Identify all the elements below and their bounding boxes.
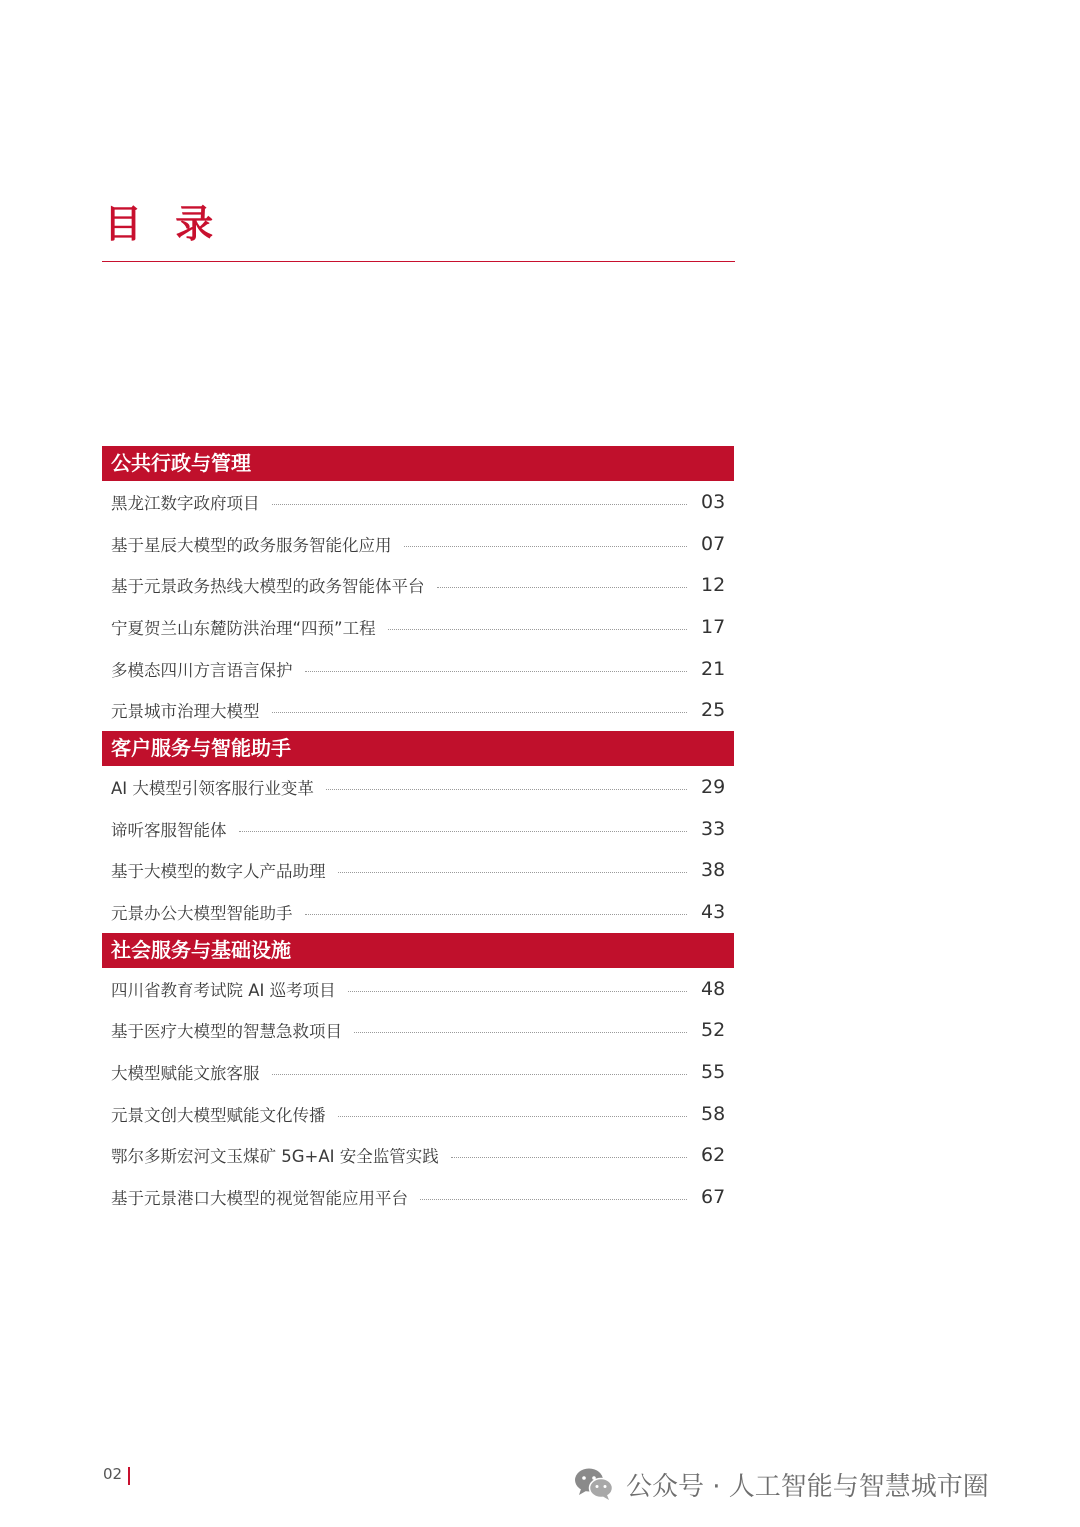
toc-entry[interactable] bbox=[102, 481, 734, 523]
toc-entry[interactable] bbox=[102, 1051, 734, 1093]
entry-title: 宁夏贺兰山东麓防洪治理“四预”工程 bbox=[111, 618, 376, 638]
title-divider bbox=[102, 261, 735, 262]
entry-title: 基于大模型的数字人产品助理 bbox=[111, 862, 326, 882]
toc-entry[interactable] bbox=[102, 850, 734, 892]
entry-title: 四川省教育考试院 AI 巡考项目 bbox=[111, 980, 336, 1000]
entry-page-number: 03 bbox=[701, 490, 726, 513]
toc-entry[interactable] bbox=[102, 808, 734, 850]
entry-page-number: 62 bbox=[701, 1144, 726, 1167]
toc-entry[interactable] bbox=[102, 564, 734, 606]
entry-page-number: 52 bbox=[701, 1019, 726, 1042]
entry-title: 鄂尔多斯宏河文玉煤矿 5G+AI 安全监管实践 bbox=[111, 1147, 439, 1167]
entry-page-number: 55 bbox=[701, 1061, 726, 1084]
entry-page-number: 48 bbox=[701, 977, 726, 1000]
entry-title: 基于元景港口大模型的视觉智能应用平台 bbox=[111, 1189, 408, 1209]
entry-page-number: 29 bbox=[701, 775, 726, 798]
toc-entry[interactable] bbox=[102, 1093, 734, 1135]
toc-entry[interactable] bbox=[102, 968, 734, 1010]
dot-leader bbox=[338, 1115, 688, 1117]
entry-title: 黑龙江数字政府项目 bbox=[111, 493, 260, 513]
toc-entry[interactable] bbox=[102, 1010, 734, 1052]
entry-page-number: 33 bbox=[701, 817, 726, 840]
section-heading: 客户服务与智能助手 bbox=[102, 731, 734, 766]
dot-leader bbox=[437, 586, 688, 588]
section-heading: 公共行政与管理 bbox=[102, 446, 734, 481]
entry-page-number: 17 bbox=[701, 615, 726, 638]
dot-leader bbox=[420, 1198, 687, 1200]
entry-page-number: 58 bbox=[701, 1102, 726, 1125]
toc-entry[interactable] bbox=[102, 766, 734, 808]
entry-title: AI 大模型引领客服行业变革 bbox=[111, 778, 314, 798]
entry-title: 大模型赋能文旅客服 bbox=[111, 1064, 260, 1084]
entry-title: 基于元景政务热线大模型的政务智能体平台 bbox=[111, 577, 425, 597]
dot-leader bbox=[272, 711, 688, 713]
section-heading: 社会服务与基础设施 bbox=[102, 933, 734, 968]
page-number-marker bbox=[128, 1467, 130, 1485]
entry-page-number: 38 bbox=[701, 859, 726, 882]
entry-page-number: 43 bbox=[701, 901, 726, 924]
table-of-contents bbox=[102, 446, 734, 1218]
dot-leader bbox=[388, 628, 687, 630]
watermark bbox=[574, 1464, 989, 1504]
toc-section bbox=[102, 731, 734, 933]
entry-title: 谛听客服智能体 bbox=[111, 820, 227, 840]
entry-page-number: 25 bbox=[701, 699, 726, 722]
toc-section bbox=[102, 933, 734, 1218]
dot-leader bbox=[326, 788, 687, 790]
entry-page-number: 67 bbox=[701, 1186, 726, 1209]
entry-title: 元景文创大模型赋能文化传播 bbox=[111, 1105, 326, 1125]
entry-page-number: 21 bbox=[701, 657, 726, 680]
toc-entry[interactable] bbox=[102, 606, 734, 648]
toc-entry[interactable] bbox=[102, 891, 734, 933]
dot-leader bbox=[348, 990, 687, 992]
toc-entry[interactable] bbox=[102, 648, 734, 690]
dot-leader bbox=[354, 1031, 687, 1033]
dot-leader bbox=[305, 913, 688, 915]
dot-leader bbox=[404, 545, 688, 547]
toc-entry[interactable] bbox=[102, 1176, 734, 1218]
page-title: 目 录 bbox=[104, 202, 224, 246]
page-number: 02 bbox=[103, 1465, 123, 1483]
entry-page-number: 12 bbox=[701, 574, 726, 597]
toc-entry[interactable] bbox=[102, 523, 734, 565]
watermark-text: 公众号 · 人工智能与智慧城市圈 bbox=[626, 1471, 989, 1502]
dot-leader bbox=[239, 830, 688, 832]
entry-title: 基于医疗大模型的智慧急救项目 bbox=[111, 1022, 342, 1042]
toc-section bbox=[102, 446, 734, 731]
entry-title: 基于星辰大模型的政务服务智能化应用 bbox=[111, 535, 392, 555]
entry-title: 元景城市治理大模型 bbox=[111, 702, 260, 722]
entry-page-number: 07 bbox=[701, 532, 726, 555]
toc-entry[interactable] bbox=[102, 1135, 734, 1177]
dot-leader bbox=[338, 871, 688, 873]
dot-leader bbox=[451, 1156, 687, 1158]
entry-title: 元景办公大模型智能助手 bbox=[111, 904, 293, 924]
toc-entry[interactable] bbox=[102, 689, 734, 731]
dot-leader bbox=[272, 503, 688, 505]
wechat-icon bbox=[574, 1467, 614, 1501]
dot-leader bbox=[272, 1073, 688, 1075]
dot-leader bbox=[305, 670, 688, 672]
entry-title: 多模态四川方言语言保护 bbox=[111, 660, 293, 680]
